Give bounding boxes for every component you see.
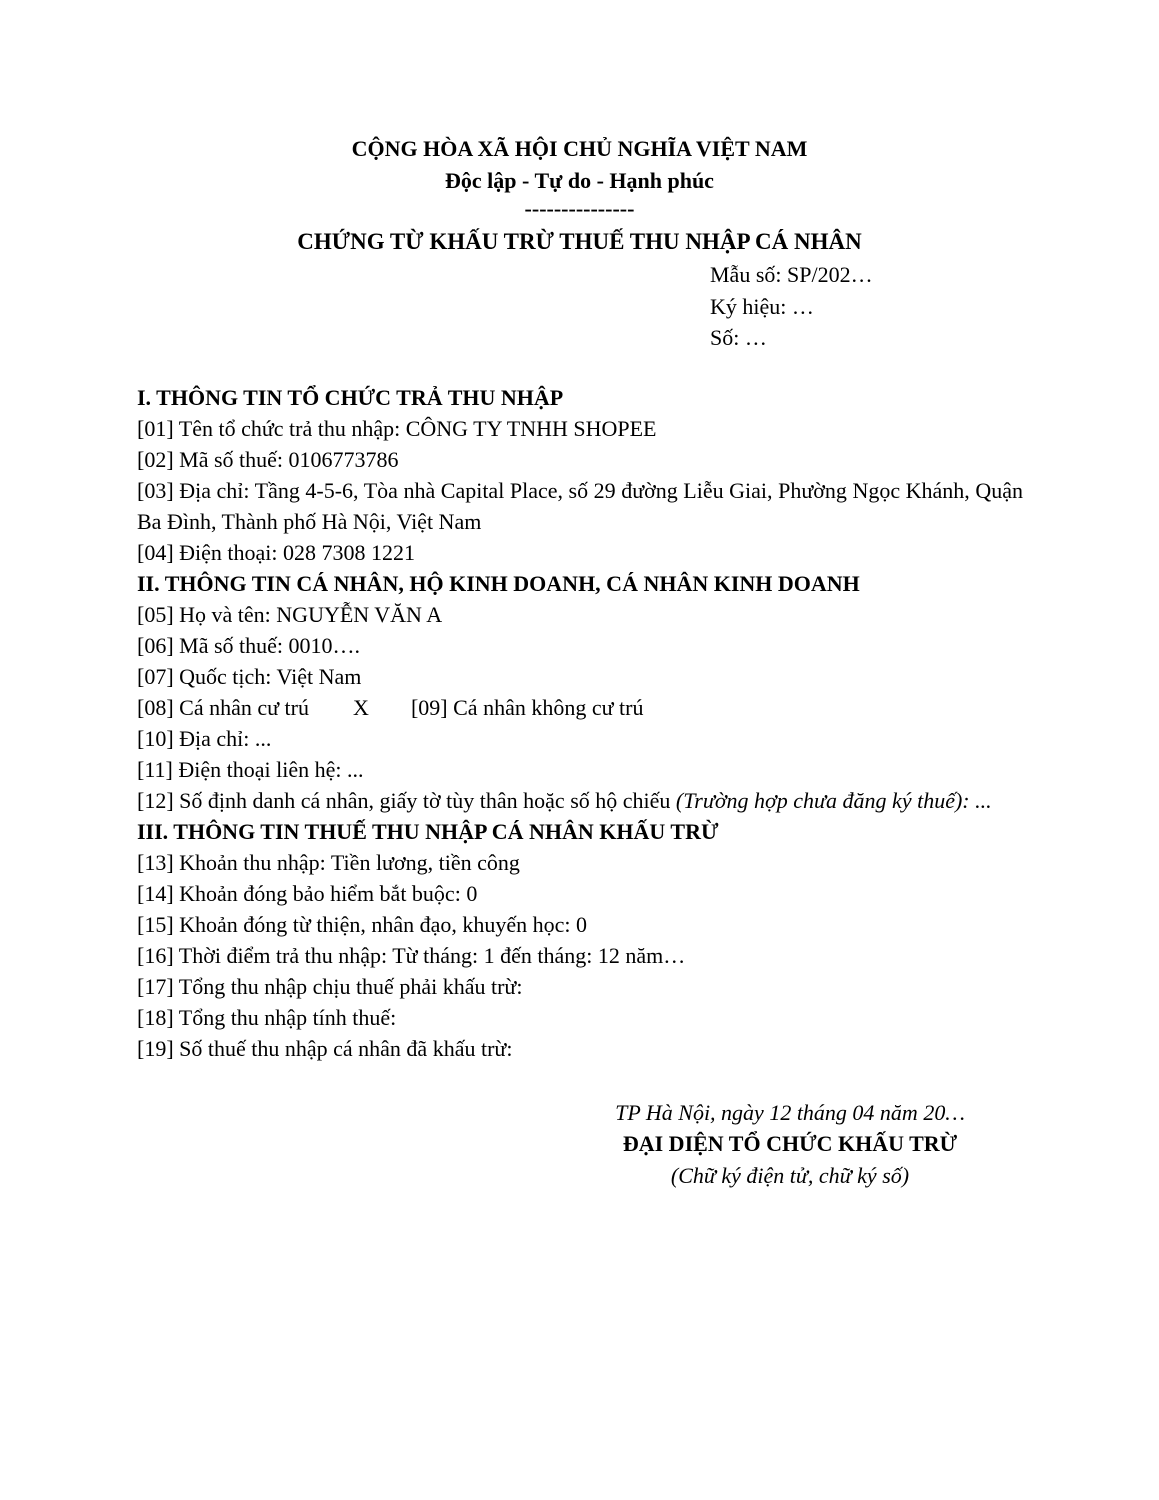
field-06-tax-code: [06] Mã số thuế: 0010…. — [137, 633, 361, 658]
field-02-payer-tax-code: [02] Mã số thuế: 0106773786 — [137, 447, 399, 472]
section-3-heading: III. THÔNG TIN THUẾ THU NHẬP CÁ NHÂN KHẤU TRỪ — [137, 819, 719, 844]
field-12-note: (Trường hợp chưa đăng ký thuế): ... — [675, 788, 992, 813]
field-04-payer-phone: [04] Điện thoại: 028 7308 1221 — [137, 540, 416, 565]
national-title: CỘNG HÒA XÃ HỘI CHỦ NGHĨA VIỆT NAM — [351, 136, 808, 161]
field-08-resident-label: [08] Cá nhân cư trú — [137, 695, 309, 720]
field-11-phone: [11] Điện thoại liên hệ: ... — [137, 757, 364, 782]
motto: Độc lập - Tự do - Hạnh phúc — [445, 168, 714, 193]
document-body — [137, 382, 1023, 1064]
field-18-assessable-income: [18] Tổng thu nhập tính thuế: — [137, 1005, 397, 1030]
form-serial-number: Số: … — [710, 325, 767, 350]
field-03-payer-address: [03] Địa chỉ: Tầng 4-5-6, Tòa nhà Capital Place, số 29 đường Liễu Giai, Phường Ngọc Khánh, Quận Ba Đình, Thành phố Hà Nội, Việt Nam — [137, 478, 1023, 534]
signature-note: (Chữ ký điện tử, chữ ký số) — [670, 1163, 910, 1188]
field-05-full-name: [05] Họ và tên: NGUYỄN VĂN A — [137, 602, 443, 627]
field-16-payment-period: [16] Thời điểm trả thu nhập: Từ tháng: 1 đến tháng: 12 năm… — [137, 943, 686, 968]
document-title: CHỨNG TỪ KHẤU TRỪ THUẾ THU NHẬP CÁ NHÂN — [297, 229, 862, 254]
form-number: Mẫu số: SP/202… — [710, 262, 873, 287]
field-07-nationality: [07] Quốc tịch: Việt Nam — [137, 664, 362, 689]
field-17-taxable-income: [17] Tổng thu nhập chịu thuế phải khấu trừ: — [137, 974, 523, 999]
field-01-payer-name: [01] Tên tổ chức trả thu nhập: CÔNG TY TNHH SHOPEE — [137, 416, 657, 441]
field-10-address: [10] Địa chỉ: ... — [137, 726, 272, 751]
field-09-non-resident-label: [09] Cá nhân không cư trú — [410, 695, 644, 720]
field-14-insurance: [14] Khoản đóng bảo hiểm bắt buộc: 0 — [137, 881, 478, 906]
header-separator: --------------- — [524, 196, 635, 221]
field-13-income-type: [13] Khoản thu nhập: Tiền lương, tiền công — [137, 850, 520, 875]
field-12-identification — [137, 785, 1023, 816]
field-08-resident-mark: X — [352, 695, 369, 720]
signature-title: ĐẠI DIỆN TỔ CHỨC KHẤU TRỪ — [622, 1131, 958, 1156]
field-08-09-residency — [137, 692, 1023, 723]
signature-place-date: TP Hà Nội, ngày 12 tháng 04 năm 20… — [615, 1100, 965, 1125]
section-2-heading: II. THÔNG TIN CÁ NHÂN, HỘ KINH DOANH, CÁ NHÂN KINH DOANH — [137, 571, 860, 596]
field-15-charity: [15] Khoản đóng từ thiện, nhân đạo, khuyến học: 0 — [137, 912, 588, 937]
form-symbol: Ký hiệu: … — [710, 294, 814, 319]
section-1-heading: I. THÔNG TIN TỔ CHỨC TRẢ THU NHẬP — [137, 385, 564, 410]
field-19-tax-withheld: [19] Số thuế thu nhập cá nhân đã khấu trừ: — [137, 1036, 513, 1061]
field-12-text: [12] Số định danh cá nhân, giấy tờ tùy thân hoặc số hộ chiếu — [137, 788, 676, 813]
